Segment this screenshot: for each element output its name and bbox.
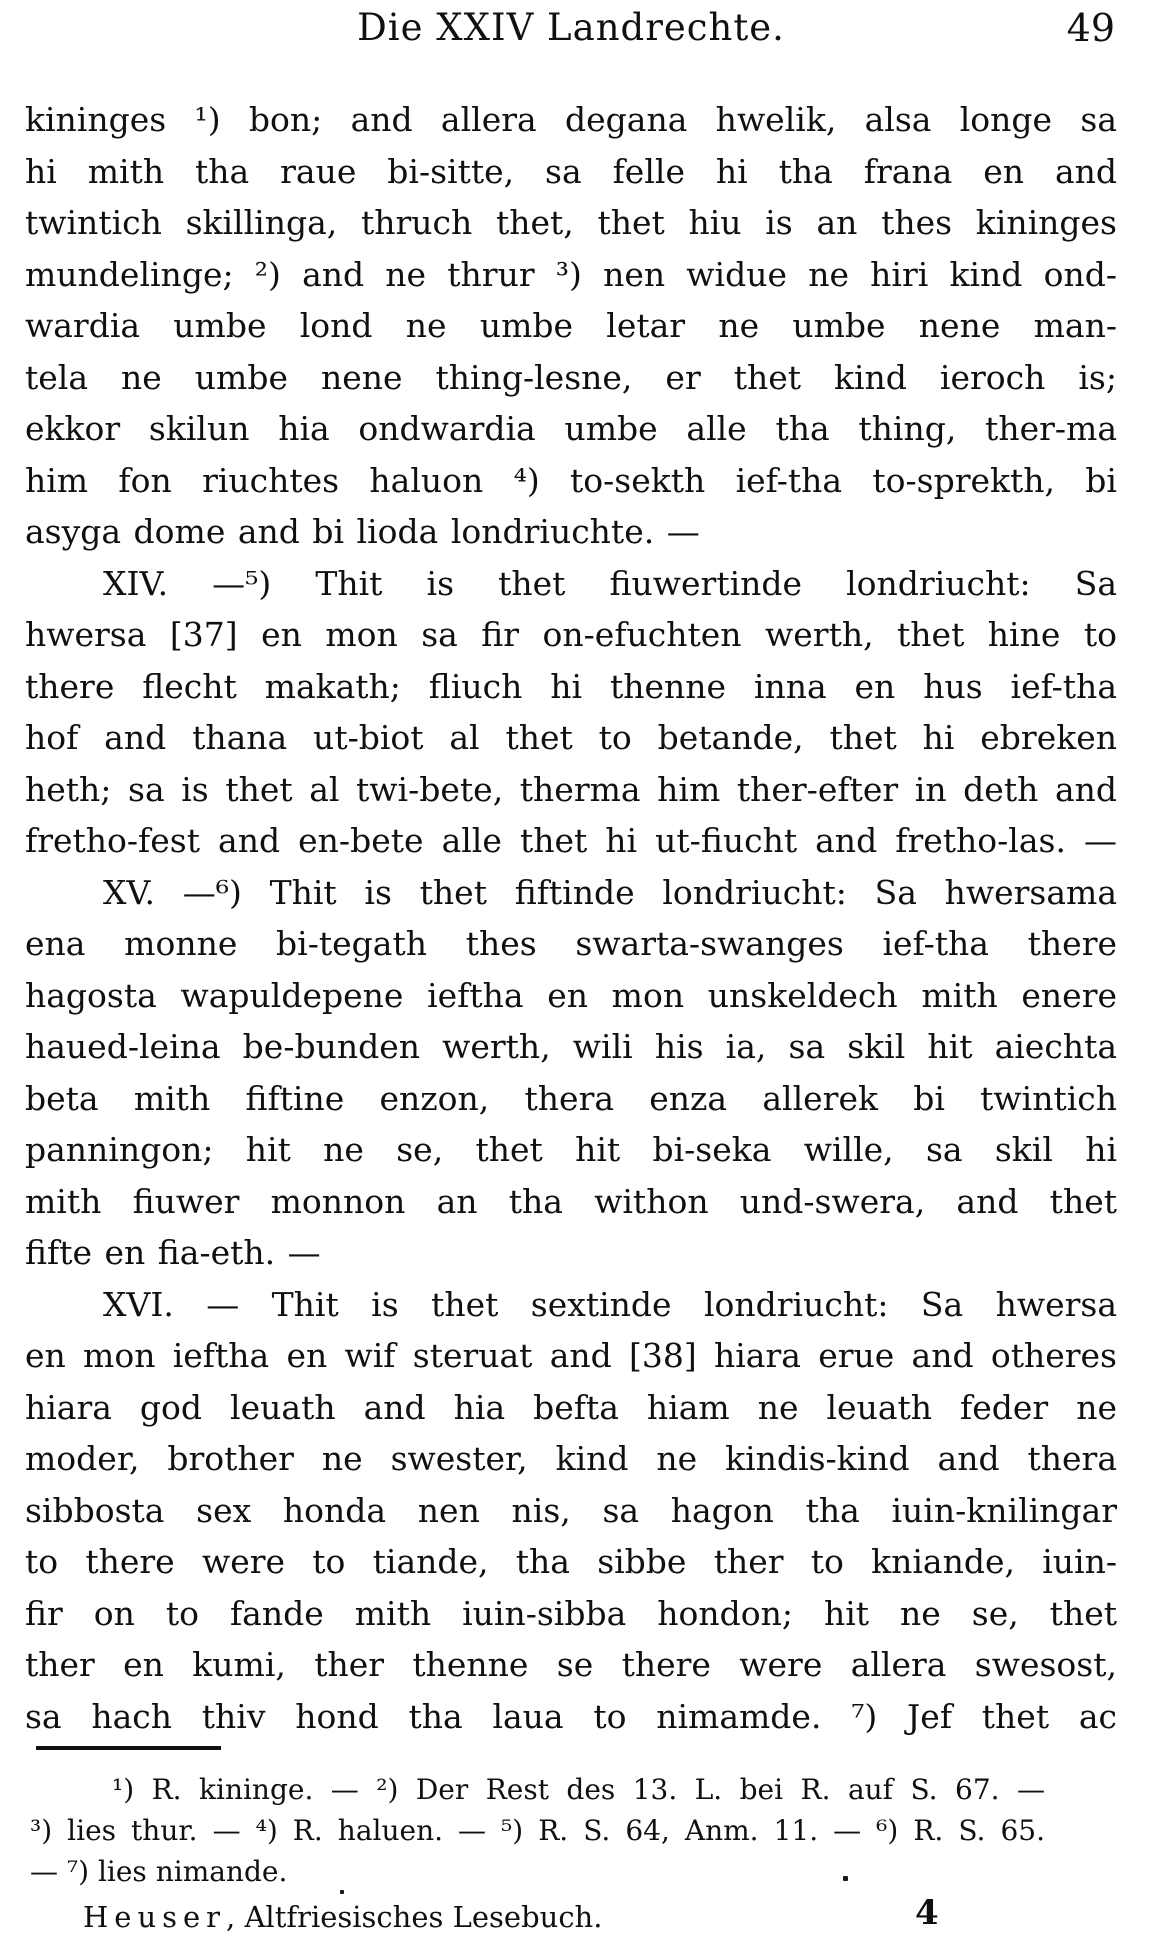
text-line: to there were to tiande, tha sibbe ther to kniande, iuin- xyxy=(25,1542,1117,1581)
text-line: haued-leina be-bunden werth, wili his ia, sa skil hit aiechta xyxy=(25,1027,1117,1066)
text-line: twintich skillinga, thruch thet, thet hiu is an thes kininges xyxy=(25,203,1117,242)
text-line: beta mith fiftine enzon, thera enza allerek bi twintich xyxy=(25,1078,1117,1118)
text-line: wardia umbe lond ne umbe letar ne umbe nene man- xyxy=(25,306,1117,345)
text-line: hi mith tha raue bi-sitte, sa felle hi tha frana en and xyxy=(25,151,1117,191)
text-line: hwersa [37] en mon sa fir on-efuchten werth, thet hine to xyxy=(25,615,1117,654)
text-line: en mon ieftha en wif steruat and [38] hiara erue and otheres xyxy=(25,1336,1117,1375)
section-heading-line-xv: XV. —⁶) Thit is thet fiftinde londriucht: Sa hwersama xyxy=(103,872,1117,912)
text-line: ther en kumi, ther thenne se there were allera swesost, xyxy=(25,1645,1117,1684)
text-line: asyga dome and bi lioda londriuchte. — xyxy=(25,512,700,551)
text-line: heth; sa is thet al twi-bete, therma him ther-efter in deth and xyxy=(25,769,1117,809)
footnote-line: ¹) R. kininge. — ²) Der Rest des 13. L. bei R. auf S. 67. — xyxy=(112,1773,1045,1806)
section-heading-line-xvi: XVI. — Thit is thet sextinde londriucht: Sa hwersa xyxy=(103,1284,1117,1324)
footnote-separator-rule xyxy=(36,1746,221,1750)
text-line: panningon; hit ne se, thet hit bi-seka wille, sa skil hi xyxy=(25,1130,1117,1169)
page-number: 49 xyxy=(1066,6,1115,50)
text-line: hof and thana ut-biot al thet to betande, thet hi ebreken xyxy=(25,718,1117,757)
text-line: sibbosta sex honda nen nis, sa hagon tha iuin-knilingar xyxy=(25,1490,1117,1530)
signature-mark: 4 xyxy=(915,1893,939,1933)
running-header xyxy=(25,4,1117,56)
footnote-line: — ⁷) lies nimande. xyxy=(30,1855,288,1888)
text-line: fifte en fia-eth. — xyxy=(25,1233,321,1272)
scan-speck xyxy=(843,1876,848,1881)
text-line: there flecht makath; fliuch hi thenne inna en hus ief-tha xyxy=(25,666,1117,706)
text-line: mith fiuwer monnon an tha withon und-swera, and thet xyxy=(25,1181,1117,1221)
text-line: kininges ¹) bon; and allera degana hwelik, alsa longe sa xyxy=(25,100,1117,139)
footnotes-block xyxy=(30,1769,1045,1892)
text-line: him fon riuchtes haluon ⁴) to-sekth ief-tha to-sprekth, bi xyxy=(25,460,1117,500)
text-line: hagosta wapuldepene ieftha en mon unskeldech mith enere xyxy=(25,975,1117,1015)
publisher-author: Heuser xyxy=(83,1900,227,1934)
text-line: tela ne umbe nene thing-lesne, er thet kind ieroch is; xyxy=(25,357,1117,397)
text-line: moder, brother ne swester, kind ne kindis-kind and thera xyxy=(25,1439,1117,1478)
text-line: sa hach thiv hond tha laua to nimamde. ⁷) Jef thet ac xyxy=(25,1696,1117,1736)
footnote-line: ³) lies thur. — ⁴) R. haluen. — ⁵) R. S. 64, Anm. 11. — ⁶) R. S. 65. xyxy=(30,1814,1045,1847)
text-line: ekkor skilun hia ondwardia umbe alle tha thing, ther-ma xyxy=(25,409,1117,448)
page-title: Die XXIV Landrechte. xyxy=(357,6,785,49)
page-footer xyxy=(25,1893,1117,1942)
text-line: hiara god leuath and hia befta hiam ne leuath feder ne xyxy=(25,1387,1117,1427)
section-heading-line-xiv: XIV. —⁵) Thit is thet fiuwertinde londriucht: Sa xyxy=(103,563,1117,603)
text-line: fretho-fest and en-bete alle thet hi ut-fiucht and fretho-las. — xyxy=(25,821,1117,860)
scan-speck xyxy=(340,1890,344,1894)
publisher-rest: , Altfriesisches Lesebuch. xyxy=(226,1900,603,1934)
publisher-credit xyxy=(83,1898,602,1936)
text-body xyxy=(25,94,1117,1742)
text-line: mundelinge; ²) and ne thrur ³) nen widue ne hiri kind ond- xyxy=(25,254,1117,294)
text-line: ena monne bi-tegath thes swarta-swanges ief-tha there xyxy=(25,924,1117,963)
text-line: fir on to fande mith iuin-sibba hondon; hit ne se, thet xyxy=(25,1593,1117,1633)
